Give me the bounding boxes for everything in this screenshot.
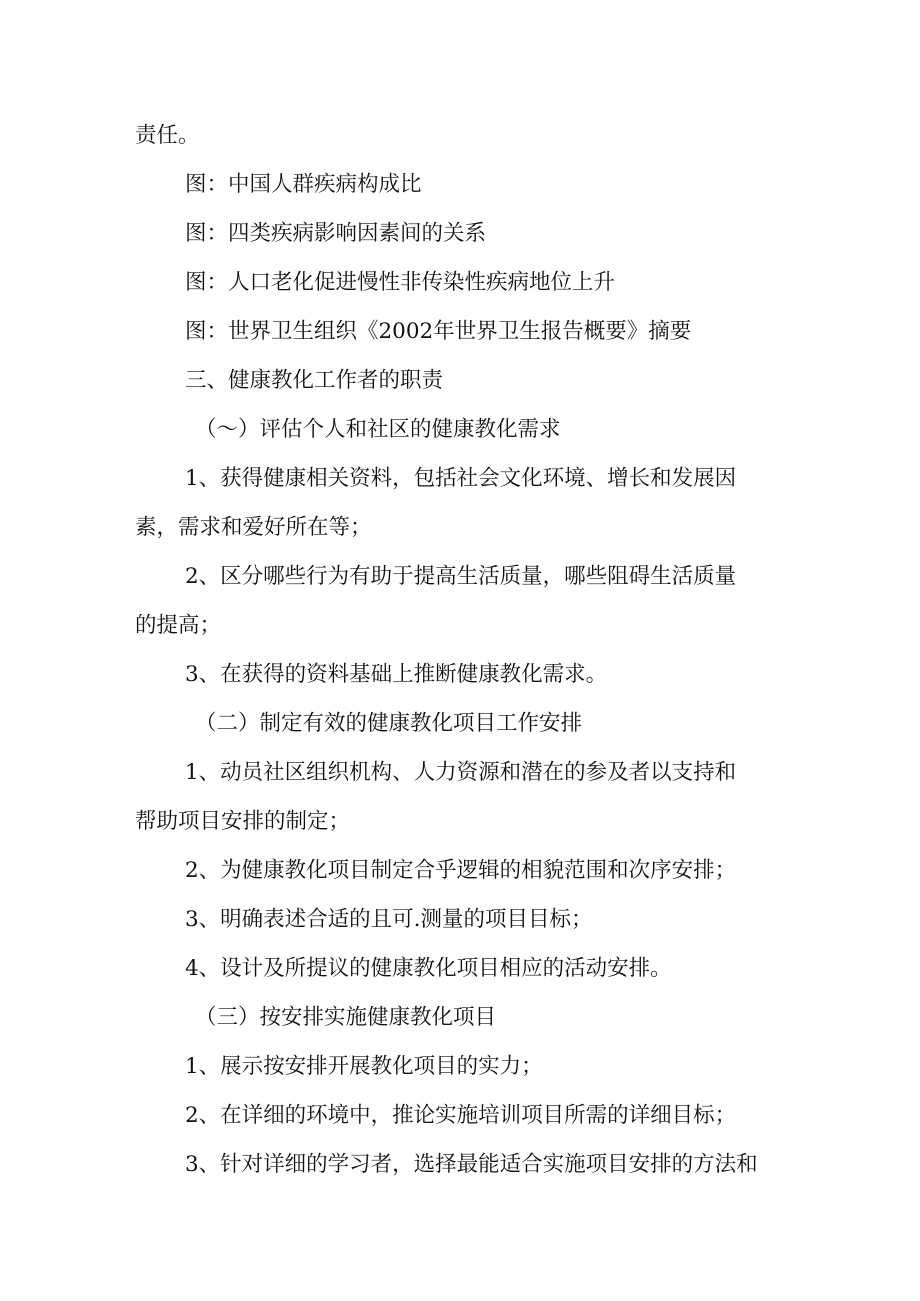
subsection-heading-1: （〜）评估个人和社区的健康教化需求 xyxy=(195,417,561,442)
section-heading-3: 三、健康教化工作者的职责 xyxy=(185,368,444,393)
subsection-heading-3: （三）按安排实施健康教化项目 xyxy=(195,1005,497,1030)
text-line-continuation: 责任。 xyxy=(135,123,200,148)
paragraph-line: 2、为健康教化项目制定合乎逻辑的相貌范围和次序安排； xyxy=(185,858,737,883)
paragraph-line: 的提高； xyxy=(135,613,222,638)
paragraph-line: 1、获得健康相关资料，包括社会文化环境、增长和发展因 xyxy=(185,466,737,491)
paragraph-line: 1、展示按安排开展教化项目的实力； xyxy=(185,1054,543,1079)
subsection-heading-2: （二）制定有效的健康教化项目工作安排 xyxy=(195,711,583,736)
paragraph-line: 帮助项目安排的制定； xyxy=(135,809,351,834)
paragraph-line: 1、动员社区组织机构、人力资源和潜在的参及者以支持和 xyxy=(185,760,737,785)
paragraph-line: 2、在详细的环境中，推论实施培训项目所需的详细目标； xyxy=(185,1103,737,1128)
paragraph-line: 3、在获得的资料基础上推断健康教化需求。 xyxy=(185,662,608,687)
paragraph-line: 2、区分哪些行为有助于提高生活质量，哪些阻碍生活质量 xyxy=(185,564,737,589)
paragraph-line: 素，需求和爱好所在等； xyxy=(135,515,372,540)
figure-caption-4: 图：世界卫生组织《2002年世界卫生报告概要》摘要 xyxy=(185,319,692,344)
paragraph-line: 3、针对详细的学习者，选择最能适合实施项目安排的方法和 xyxy=(185,1152,758,1177)
figure-caption-2: 图：四类疾病影响因素间的关系 xyxy=(185,221,487,246)
figure-caption-1: 图：中国人群疾病构成比 xyxy=(185,172,422,197)
figure-caption-3: 图：人口老化促进慢性非传染性疾病地位上升 xyxy=(185,270,616,295)
paragraph-line: 4、设计及所提议的健康教化项目相应的活动安排。 xyxy=(185,956,672,981)
paragraph-line: 3、明确表述合适的且可.测量的项目目标； xyxy=(185,907,593,932)
